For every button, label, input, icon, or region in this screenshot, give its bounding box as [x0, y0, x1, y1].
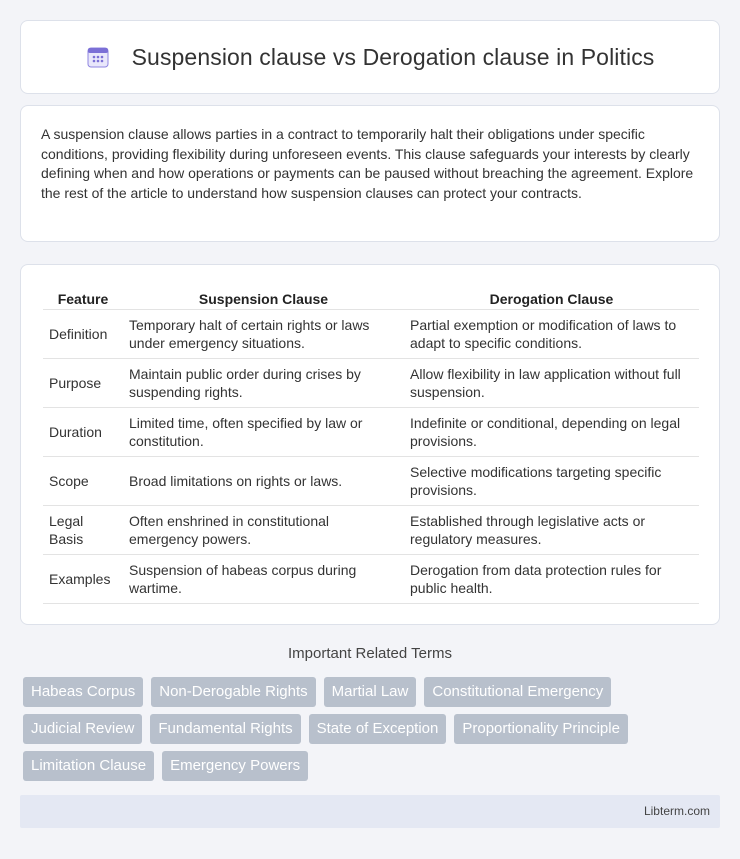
header-suspension: Suspension Clause — [123, 285, 404, 309]
table-row — [43, 554, 699, 603]
title-card — [20, 20, 720, 94]
tag-limitation-clause[interactable]: Limitation Clause — [23, 751, 154, 781]
derogation-cell: Established through legislative acts or regulatory measures. — [404, 505, 699, 554]
table-row — [43, 358, 699, 407]
derogation-cell: Partial exemption or modification of laws to adapt to specific conditions. — [404, 309, 699, 358]
feature-cell: Scope — [43, 456, 123, 505]
tag-judicial-review[interactable]: Judicial Review — [23, 714, 142, 744]
comparison-card — [20, 264, 720, 625]
suspension-cell: Often enshrined in constitutional emergency powers. — [123, 505, 404, 554]
feature-cell: Examples — [43, 554, 123, 603]
feature-cell: Legal Basis — [43, 505, 123, 554]
table-header-row — [43, 285, 699, 309]
feature-cell: Definition — [43, 309, 123, 358]
feature-cell: Purpose — [43, 358, 123, 407]
tag-proportionality-principle[interactable]: Proportionality Principle — [454, 714, 628, 744]
tag-constitutional-emergency[interactable]: Constitutional Emergency — [424, 677, 611, 707]
intro-text: A suspension clause allows parties in a contract to temporarily halt their obligations under specific conditions, providing flexibility during unforeseen events. This clause safeguards your interests by clearly defining when and how operations or payments can be paused without breaching the agreement. Explore the rest of the article to understand how suspension clauses can protect your contracts. — [41, 126, 694, 201]
comparison-table — [43, 285, 699, 604]
table-row — [43, 505, 699, 554]
tag-martial-law[interactable]: Martial Law — [324, 677, 417, 707]
derogation-cell: Allow flexibility in law application without full suspension. — [404, 358, 699, 407]
tag-emergency-powers[interactable]: Emergency Powers — [162, 751, 308, 781]
suspension-cell: Limited time, often specified by law or constitution. — [123, 407, 404, 456]
feature-cell: Duration — [43, 407, 123, 456]
header-derogation: Derogation Clause — [404, 285, 699, 309]
table-row — [43, 456, 699, 505]
table-row — [43, 309, 699, 358]
footer — [20, 795, 720, 828]
tag-habeas-corpus[interactable]: Habeas Corpus — [23, 677, 143, 707]
table-row — [43, 407, 699, 456]
related-terms-title: Important Related Terms — [288, 645, 452, 662]
tag-state-of-exception[interactable]: State of Exception — [309, 714, 447, 744]
derogation-cell: Indefinite or conditional, depending on legal provisions. — [404, 407, 699, 456]
derogation-cell: Derogation from data protection rules for public health. — [404, 554, 699, 603]
calendar-icon — [86, 45, 110, 69]
suspension-cell: Broad limitations on rights or laws. — [123, 456, 404, 505]
derogation-cell: Selective modifications targeting specific provisions. — [404, 456, 699, 505]
suspension-cell: Temporary halt of certain rights or laws under emergency situations. — [123, 309, 404, 358]
tag-non-derogable-rights[interactable]: Non-Derogable Rights — [151, 677, 315, 707]
tag-fundamental-rights[interactable]: Fundamental Rights — [150, 714, 300, 744]
related-terms-list — [23, 677, 723, 788]
suspension-cell: Suspension of habeas corpus during wartime. — [123, 554, 404, 603]
header-feature: Feature — [43, 285, 123, 309]
suspension-cell: Maintain public order during crises by suspending rights. — [123, 358, 404, 407]
footer-site-link[interactable]: Libterm.com — [643, 804, 710, 818]
page-title: Suspension clause vs Derogation clause in Politics — [131, 43, 655, 70]
intro-card — [20, 105, 720, 242]
